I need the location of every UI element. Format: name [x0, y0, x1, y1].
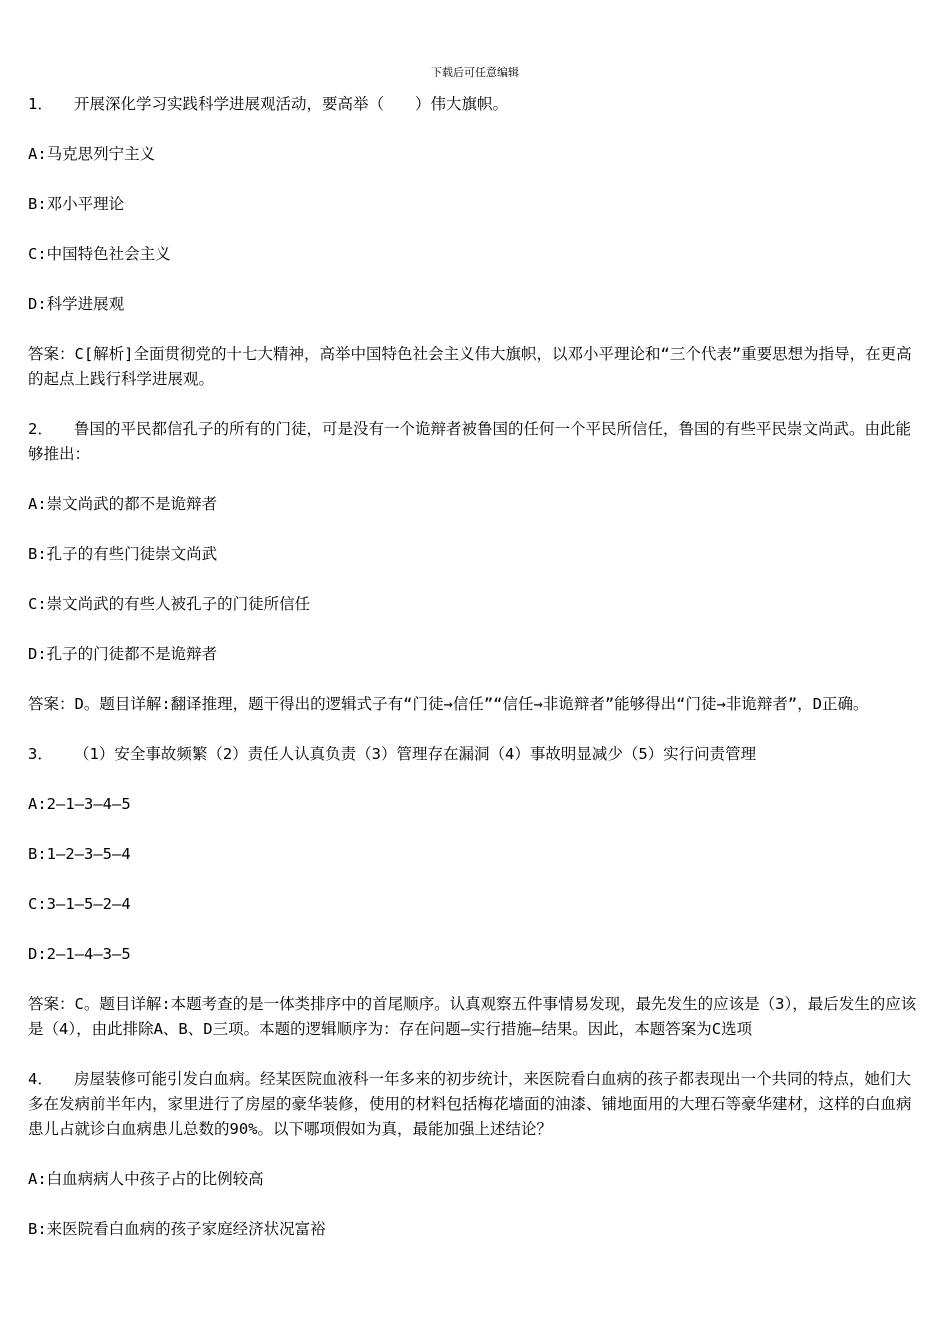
option-b: B:来医院看白血病的孩子家庭经济状况富裕: [28, 1220, 326, 1238]
question-number: 4．: [28, 1070, 53, 1088]
option-a: A:马克思列宁主义: [28, 145, 156, 163]
document-body: [28, 92, 918, 1267]
question-stem: [28, 1067, 918, 1142]
question-stem: [28, 92, 918, 117]
question-text: （1）安全事故频繁（2）责任人认真负责（3）管理存在漏洞（4）事故明显减少（5）实行问责管理: [74, 745, 757, 763]
option-a: A:崇文尚武的都不是诡辩者: [28, 495, 218, 513]
option-c: C:3—1—5—2—4: [28, 895, 131, 913]
question-number: 1．: [28, 95, 53, 113]
option-c: C:崇文尚武的有些人被孔子的门徒所信任: [28, 595, 311, 613]
option-d: D:科学进展观: [28, 295, 125, 313]
answer-explanation: 答案：D。题目详解:翻译推理，题干得出的逻辑式子有“门徒→信任”“信任→非诡辩者”能够得出“门徒→非诡辩者”，D正确。: [28, 695, 869, 713]
option-a: A:2—1—3—4—5: [28, 795, 131, 813]
option-d: D:孔子的门徒都不是诡辩者: [28, 645, 218, 663]
question-stem: [28, 417, 918, 467]
option-c: C:中国特色社会主义: [28, 245, 171, 263]
option-a: A:白血病病人中孩子占的比例较高: [28, 1170, 264, 1188]
question-text: 开展深化学习实践科学进展观活动，要高举（ ）伟大旗帜。: [74, 95, 509, 113]
option-b: B:1—2—3—5—4: [28, 845, 131, 863]
question-number: 2．: [28, 420, 53, 438]
option-b: B:孔子的有些门徒崇文尚武: [28, 545, 218, 563]
option-b: B:邓小平理论: [28, 195, 125, 213]
answer-explanation: 答案：C。题目详解:本题考查的是一体类排序中的首尾顺序。认真观察五件事情易发现，最先发生的应该是（3），最后发生的应该是（4），由此排除A、B、D三项。本题的逻辑顺序为：存在问题—实行措施—结果。因此，本题答案为C选项: [28, 995, 917, 1038]
question-text: 鲁国的平民都信孔子的所有的门徒，可是没有一个诡辩者被鲁国的任何一个平民所信任，鲁国的有些平民崇文尚武。由此能够推出：: [28, 420, 912, 463]
question-stem: [28, 742, 918, 767]
question-number: 3．: [28, 745, 53, 763]
answer-explanation: 答案：C[解析]全面贯彻党的十七大精神，高举中国特色社会主义伟大旗帜，以邓小平理论和“三个代表”重要思想为指导，在更高的起点上践行科学进展观。: [28, 345, 912, 388]
option-d: D:2—1—4—3—5: [28, 945, 131, 963]
page-header: 下载后可任意编辑: [431, 66, 519, 79]
question-text: 房屋装修可能引发白血病。经某医院血液科一年多来的初步统计，来医院看白血病的孩子都表现出一个共同的特点，她们大多在发病前半年内，家里进行了房屋的豪华装修，使用的材料包括梅花墙面的油漆、铺地面用的大理石等豪华建材，这样的白血病患儿占就诊白血病患儿总数的90%。以下哪项假如为真，最能加强上述结论？: [28, 1070, 912, 1138]
